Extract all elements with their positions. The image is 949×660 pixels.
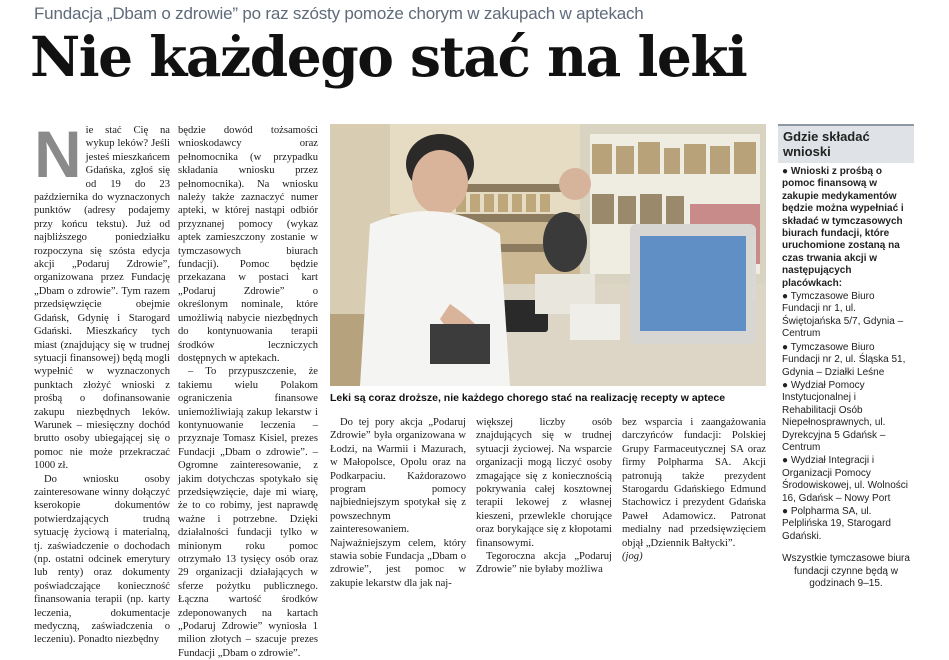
sidebar-box xyxy=(778,124,914,589)
paragraph: – To przypuszczenie, że takiemu wielu Polakom ograniczenia finansowe uniemożliwiają zakup lekarstw i kontynuowanie leczenia – przyznaje Tomasz Kisiel, prezes Fundacji „Dbam o zdrowie”. – Ogromne zainteresowanie, z jakim dotychczas spotykało się przedsięwzięcie, daje mi wiarę, że to co robimy, jest naprawdę ważne i potrzebne. Dzięki działalności fundacji tylko w minionym roku pomoc otrzymało 13 tysięcy osób oraz 29 organizacji działających w sferze pożytku publicznego. Łączna wartość środków zdeponowanych na kartach „Podaruj Zdrowie” wyniosła 1 milion złotych – szacuje prezes Fundacji „Dbam o zdrowie”. xyxy=(178,366,318,659)
paragraph: większej liczby osób znajdujących się w trudnej sytuacji życiowej. Na wsparcie organizacji mogą liczyć osoby zmagające się z koniecznością pokrywania całej kosztownej terapii lekowej z własnej kieszeni, przewlekle chorujące oraz borykające się z kłopotami finansowymi. xyxy=(476,417,612,549)
article-column-5 xyxy=(622,416,766,563)
pharmacy-photo xyxy=(330,124,766,386)
sidebar-note: Wszystkie tymczasowe biura fundacji czynne będą w godzinach 9–15. xyxy=(782,553,910,589)
paragraph: będzie dowód tożsamości wnioskodawcy oraz pełnomocnika (w przypadku składania wniosku przez pełnomocnika). Na wniosku należy także zaznaczyć numer apteki, w której nastąpi odbiór przyznanej pomocy (wykaz aptek zamieszczony zostanie w tymczasowych biurach fundacji). Pomoc będzie przekazana w postaci kart „Podaruj Zdrowie” o określonym nominale, które umożliwią nabycie niezbędnych do kontynuowania terapii środków leczniczych dostępnych w aptekach. xyxy=(178,125,318,364)
drop-cap: N xyxy=(34,117,82,191)
sidebar-item: ● Wydział Integracji i Organizacji Pomocy Środowiskowej, ul. Wolności 16, Gdańsk – Nowy Port xyxy=(782,455,908,504)
sidebar-item: ● Wydział Pomocy Instytucjonalnej i Rehabilitacji Osób Niepełnosprawnych, ul. Dyrekcyjna 5 Gdańsk – Centrum xyxy=(782,379,886,453)
author-signature: (jog) xyxy=(622,551,643,563)
kicker: Fundacja „Dbam o zdrowie” po raz szósty pomoże chorym w zakupach w aptekach xyxy=(34,4,644,23)
sidebar-title: Gdzie składać wnioski xyxy=(778,124,914,163)
photo-caption: Leki są coraz droższe, nie każdego chorego stać na realizację recepty w aptece xyxy=(330,392,726,404)
paragraph: Do wniosku osoby zainteresowane winny dołączyć kserokopie dokumentów potwierdzających trudną sytuację życiową i materialną, tj. zaświadczenie o dochodach (np. ostatni odcinek emerytury lub renty) oraz dokumenty poświadczające konieczność finansowania terapii (np. karty leczenia, dokumentacje medyczną, zaświadczenia o leczeniu). Ponadto niezbędny xyxy=(34,473,170,646)
paragraph: Do tej pory akcja „Podaruj Zdrowie” była organizowana w Łodzi, na Warmii i Mazurach, w Małopolsce, Opolu oraz na Podkarpaciu. Każdorazowo program pomocy najbiedniejszym spotykał się z powszechnym zainteresowaniem. Najważniejszym celem, który stawia sobie Fundacja „Dbam o zdrowie”, jest pomoc w zakupie lekarstw dla jak naj- xyxy=(330,417,466,589)
article-column-2 xyxy=(178,124,318,660)
sidebar-lead: ● Wnioski z prośbą o pomoc finansową w zakupie medykamentów będzie można wypełniać i składać w tymczasowych biurach fundacji, które uruchomione zostaną na czas trwania akcji w następujących placówkach: xyxy=(782,166,904,289)
photo-credit: FOTO: ŁUKASZ PIEKARSKI xyxy=(752,236,758,300)
headline: Nie każdego stać na leki xyxy=(30,24,747,89)
sidebar-body xyxy=(778,163,914,590)
sidebar-item: ● Polpharma SA, ul. Pelplińska 19, Starogard Gdański. xyxy=(782,505,891,542)
sidebar-item: ● Tymczasowe Biuro Fundacji nr 1, ul. Świętojańska 5/7, Gdynia – Centrum xyxy=(782,291,904,340)
article-column-1 xyxy=(34,117,170,647)
article-column-4 xyxy=(476,416,612,577)
sidebar-item: ● Tymczasowe Biuro Fundacji nr 2, ul. Śląska 51, Gdynia – Działki Leśne xyxy=(782,341,906,378)
paragraph: ie stać Cię na wykup leków? Jeśli jesteś mieszkańcem Gdańska, zgłoś się od 19 do 23 października do wyznaczonych punktów (adresy podajemy przy końcu tekstu). Już od najbliższego poniedziałku rozpoczyna się szósta edycja akcji „Podaruj Zdrowie”, organizowana przez Fundację „Dbam o zdrowie”. Tym razem przedsięwzięcie obejmie Gdańsk, Gdynię i Starogard Gdański. Mieszkańcy tych miast (znajdujący się w trudnej sytuacji finansowej) będą mogli wypełnić w wyznaczonych punktach złożyć wnioski z prośbą o dofinansowanie zakupu niezbędnych leków. Warunek – miesięczny dochód brutto osoby ubiegającej się o pomoc nie może przekraczać 1000 zł. xyxy=(34,125,170,472)
article-column-3 xyxy=(330,416,466,590)
paragraph: Tegoroczna akcja „Podaruj Zdrowie” nie byłaby możliwa xyxy=(476,551,612,576)
paragraph: bez wsparcia i zaangażowania darczyńców fundacji: Polskiej Grupy Farmaceutycznej SA oraz firmy Polpharma SA. Akcji patronują także prezydent Starogardu Gdańskiego Edmund Stachowicz i prezydent Gdańska Paweł Adamowicz. Patronat medialny nad przedsięwzięciem objął „Dziennik Bałtycki”. xyxy=(622,417,766,549)
